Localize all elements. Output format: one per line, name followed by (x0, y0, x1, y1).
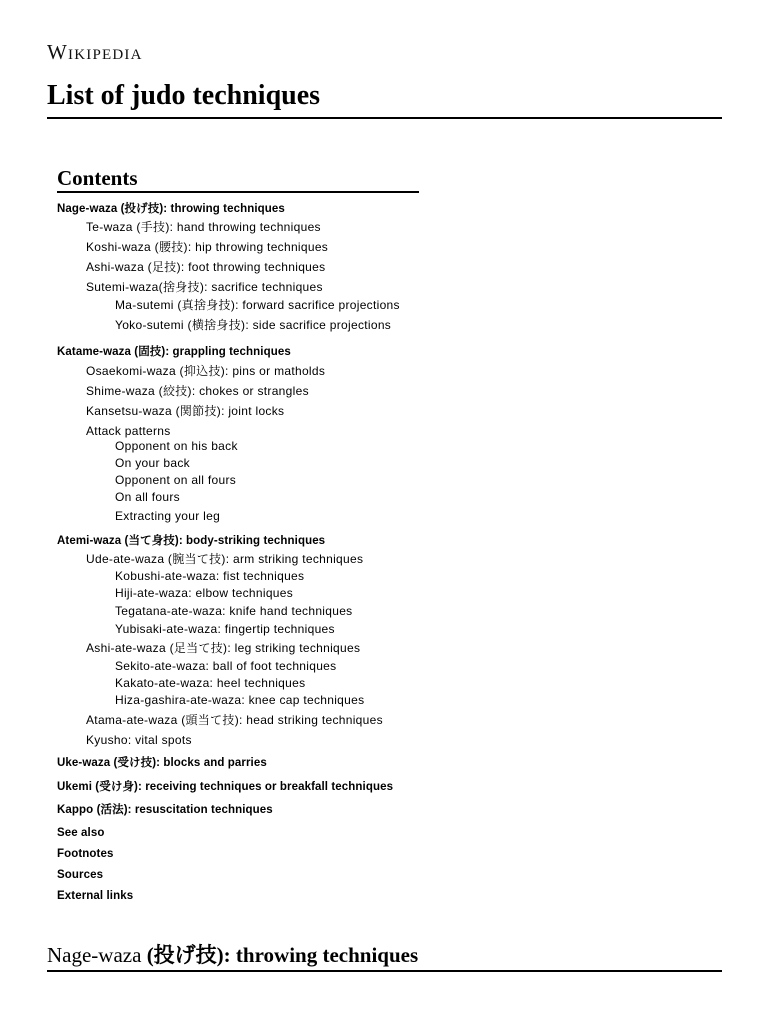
toc-link-level-2[interactable]: Extracting your leg (115, 509, 221, 523)
section-heading-name: Nage-waza (47, 943, 142, 967)
toc-link-level-0[interactable]: Sources (57, 869, 104, 881)
section-divider (47, 970, 722, 972)
toc-link-level-2[interactable]: Sekito-ate-waza: ball of foot techniques (115, 659, 337, 673)
toc-link-level-2[interactable]: Opponent on his back (115, 439, 238, 453)
wikipedia-wordmark[interactable]: Wikipedia (47, 40, 143, 64)
toc-link-level-1[interactable]: Osaekomi-waza (抑込技): pins or matholds (86, 364, 326, 378)
page-title: List of judo techniques (47, 80, 321, 111)
section-heading-rest: (投げ技): throwing techniques (141, 943, 419, 967)
toc-link-level-2[interactable]: Kakato-ate-waza: heel techniques (115, 676, 306, 690)
toc-link-level-1[interactable]: Shime-waza (絞技): chokes or strangles (86, 384, 309, 398)
toc-link-level-2[interactable]: Ma-sutemi (真捨身技): forward sacrifice projections (115, 298, 400, 312)
toc-link-level-0[interactable]: Kappo (活法): resuscitation techniques (57, 804, 273, 816)
toc-link-level-2[interactable]: Opponent on all fours (115, 473, 237, 487)
toc-link-level-2[interactable]: Hiza-gashira-ate-waza: knee cap techniques (115, 693, 365, 707)
toc-link-level-2[interactable]: On all fours (115, 490, 180, 504)
toc-link-level-1[interactable]: Koshi-waza (腰技): hip throwing techniques (86, 240, 329, 254)
toc-link-level-2[interactable]: Yoko-sutemi (横捨身技): side sacrifice projections (115, 318, 392, 332)
toc-link-level-1[interactable]: Ashi-waza (足技): foot throwing techniques (86, 260, 326, 274)
toc-link-level-1[interactable]: Kyusho: vital spots (86, 733, 192, 747)
toc-link-level-1[interactable]: Attack patterns (86, 424, 171, 438)
toc-link-level-0[interactable]: External links (57, 890, 134, 902)
toc-link-level-1[interactable]: Ude-ate-waza (腕当て技): arm striking techniques (86, 552, 364, 566)
toc-link-level-1[interactable]: Atama-ate-waza (頭当て技): head striking techniques (86, 713, 383, 727)
toc-link-level-2[interactable]: Kobushi-ate-waza: fist techniques (115, 569, 305, 583)
toc-link-level-0[interactable]: Ukemi (受け身): receiving techniques or breakfall techniques (57, 781, 394, 793)
toc-link-level-0[interactable]: Uke-waza (受け技): blocks and parries (57, 757, 267, 769)
toc-link-level-0[interactable]: Footnotes (57, 848, 114, 860)
toc-link-level-0[interactable]: See also (57, 827, 105, 839)
toc-link-level-0[interactable]: Atemi-waza (当て身技): body-striking techniques (57, 535, 326, 547)
section-heading-nage-waza (47, 940, 418, 970)
toc-link-level-2[interactable]: Tegatana-ate-waza: knife hand techniques (115, 604, 353, 618)
toc-link-level-2[interactable]: Yubisaki-ate-waza: fingertip techniques (115, 622, 335, 636)
toc-link-level-0[interactable]: Nage-waza (投げ技): throwing techniques (57, 203, 285, 215)
toc-link-level-1[interactable]: Ashi-ate-waza (足当て技): leg striking techniques (86, 641, 361, 655)
toc-link-level-2[interactable]: On your back (115, 456, 190, 470)
toc-link-level-1[interactable]: Te-waza (手技): hand throwing techniques (86, 220, 321, 234)
toc-link-level-1[interactable]: Kansetsu-waza (関節技): joint locks (86, 404, 285, 418)
toc-heading: Contents (57, 166, 138, 190)
toc-link-level-1[interactable]: Sutemi-waza(捨身技): sacrifice techniques (86, 280, 323, 294)
toc-link-level-2[interactable]: Hiji-ate-waza: elbow techniques (115, 586, 294, 600)
toc-link-level-0[interactable]: Katame-waza (固技): grappling techniques (57, 346, 291, 358)
